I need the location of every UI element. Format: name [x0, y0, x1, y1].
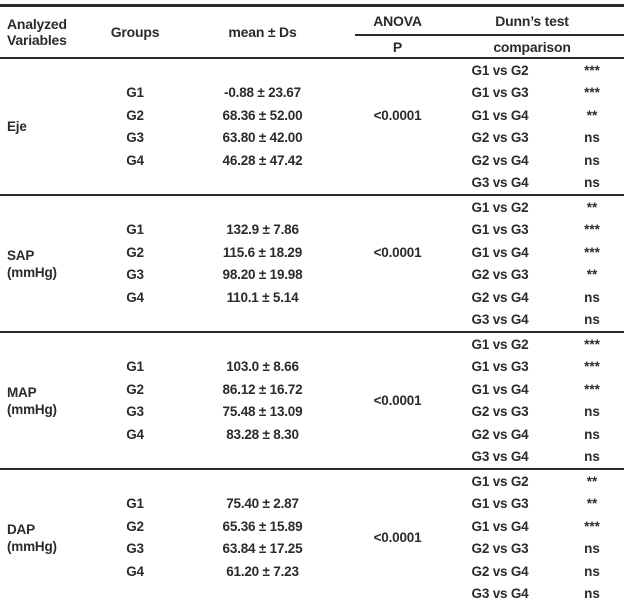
header-groups: Groups — [100, 6, 170, 59]
significance-cell: *** — [584, 381, 600, 397]
variable-label-line: SAP — [7, 247, 35, 263]
table-body — [0, 58, 624, 605]
table-row — [0, 58, 624, 82]
header-analyzed-variables — [0, 6, 100, 59]
variable-label-line: Eje — [7, 119, 27, 134]
anova-p-value: <0.0001 — [373, 530, 422, 545]
comparison-pair-cell: G1 vs G3 — [471, 85, 529, 101]
comparison-pair-cell: G1 vs G3 — [471, 496, 529, 512]
table-row — [0, 469, 624, 493]
anova-p-value: <0.0001 — [373, 245, 422, 260]
header-dunns-test: Dunn’s test — [440, 6, 624, 36]
mean-cell: 86.12 ± 16.72 — [222, 381, 303, 397]
significance-cell: ns — [584, 449, 600, 465]
significance-cell: *** — [560, 58, 624, 82]
group-cell — [100, 309, 170, 333]
mean-cell: 65.36 ± 15.89 — [222, 518, 303, 534]
mean-cell: 110.1 ± 5.14 — [226, 289, 299, 305]
comparison-pair-cell: G1 vs G2 — [440, 469, 560, 493]
header-anova-p: P — [355, 35, 440, 58]
comparison-pair-cell: G2 vs G4 — [471, 289, 529, 305]
significance-cell: ns — [584, 404, 600, 420]
anova-p-value: <0.0001 — [373, 108, 422, 123]
anova-p-cell — [355, 195, 440, 332]
mean-cell: 75.48 ± 13.09 — [222, 404, 303, 420]
mean-cell: 132.9 ± 7.86 — [226, 222, 299, 238]
mean-cell: 68.36 ± 52.00 — [222, 107, 303, 123]
significance-cell: *** — [560, 332, 624, 356]
variable-label-line: (mmHg) — [7, 401, 57, 417]
group-cell: G1 — [126, 496, 144, 512]
group-cell: G4 — [126, 426, 144, 442]
significance-cell: ns — [584, 152, 600, 168]
table-row — [0, 332, 624, 356]
header-analyzed-variables-line2: Variables — [7, 32, 67, 48]
mean-cell: 98.20 ± 19.98 — [222, 267, 303, 283]
mean-cell — [170, 58, 355, 82]
group-cell: G2 — [126, 244, 144, 260]
mean-cell: 83.28 ± 8.30 — [226, 426, 299, 442]
significance-cell: ns — [584, 563, 600, 579]
group-cell: G1 — [126, 85, 144, 101]
comparison-pair-cell: G1 vs G4 — [471, 518, 529, 534]
comparison-pair-cell: G1 vs G4 — [471, 244, 529, 260]
significance-cell: ns — [584, 426, 600, 442]
comparison-pair-cell: G1 vs G4 — [471, 381, 529, 397]
comparison-pair-cell: G3 vs G4 — [471, 586, 529, 602]
significance-cell: ** — [586, 496, 598, 512]
significance-cell: ** — [586, 267, 598, 283]
significance-cell: *** — [584, 244, 600, 260]
variable-label-line: (mmHg) — [7, 264, 57, 280]
comparison-pair-cell: G2 vs G4 — [471, 152, 529, 168]
mean-cell — [170, 195, 355, 219]
group-cell: G1 — [126, 222, 144, 238]
group-cell — [100, 583, 170, 605]
mean-cell: 63.80 ± 42.00 — [222, 130, 303, 146]
significance-cell: ns — [584, 289, 600, 305]
significance-cell: ** — [560, 469, 624, 493]
group-cell: G4 — [126, 289, 144, 305]
mean-cell — [170, 332, 355, 356]
variable-label-line: MAP — [7, 384, 37, 400]
comparison-pair-cell: G2 vs G3 — [471, 130, 529, 146]
comparison-pair-cell: G2 vs G4 — [471, 563, 529, 579]
comparison-pair-cell: G1 vs G2 — [440, 332, 560, 356]
comparison-pair-cell: G1 vs G2 — [440, 195, 560, 219]
significance-cell: *** — [584, 85, 600, 101]
anova-dunns-table — [0, 4, 624, 605]
comparison-pair-cell: G3 vs G4 — [471, 175, 529, 191]
group-cell: G3 — [126, 267, 144, 283]
comparison-pair-cell: G2 vs G3 — [471, 541, 529, 557]
variable-label-line: DAP — [7, 521, 35, 537]
group-cell: G3 — [126, 541, 144, 557]
comparison-pair-cell: G3 vs G4 — [471, 449, 529, 465]
anova-p-cell — [355, 58, 440, 195]
group-cell — [100, 58, 170, 82]
mean-cell: 115.6 ± 18.29 — [222, 244, 303, 260]
group-cell — [100, 469, 170, 493]
header-row-1 — [0, 6, 624, 36]
variable-cell — [0, 469, 100, 605]
mean-cell: -0.88 ± 23.67 — [224, 85, 301, 101]
mean-cell — [170, 309, 355, 333]
variable-cell — [0, 195, 100, 332]
mean-cell: 103.0 ± 8.66 — [226, 359, 299, 375]
significance-cell: *** — [584, 359, 600, 375]
comparison-pair-cell: G1 vs G4 — [471, 107, 529, 123]
group-cell: G2 — [126, 107, 144, 123]
variable-cell — [0, 332, 100, 469]
variable-label-line: (mmHg) — [7, 538, 57, 554]
mean-cell: 75.40 ± 2.87 — [226, 496, 299, 512]
header-comparison: comparison — [440, 35, 624, 58]
header-anova: ANOVA — [355, 6, 440, 36]
group-cell: G2 — [126, 381, 144, 397]
significance-cell: *** — [584, 518, 600, 534]
mean-cell — [170, 446, 355, 470]
significance-cell: ns — [584, 130, 600, 146]
group-cell: G2 — [126, 518, 144, 534]
significance-cell: ns — [584, 175, 600, 191]
comparison-pair-cell: G2 vs G4 — [471, 426, 529, 442]
comparison-pair-cell: G1 vs G2 — [440, 58, 560, 82]
significance-cell: ** — [560, 195, 624, 219]
anova-p-cell — [355, 332, 440, 469]
mean-cell — [170, 172, 355, 196]
comparison-pair-cell: G2 vs G3 — [471, 404, 529, 420]
table-header — [0, 6, 624, 59]
mean-cell — [170, 469, 355, 493]
group-cell: G4 — [126, 563, 144, 579]
significance-cell: ns — [584, 312, 600, 328]
group-cell: G4 — [126, 152, 144, 168]
group-cell: G3 — [126, 130, 144, 146]
group-cell — [100, 195, 170, 219]
mean-cell: 46.28 ± 47.42 — [222, 152, 303, 168]
group-cell: G3 — [126, 404, 144, 420]
comparison-pair-cell: G3 vs G4 — [471, 312, 529, 328]
group-cell — [100, 446, 170, 470]
anova-p-cell — [355, 469, 440, 605]
group-cell — [100, 172, 170, 196]
anova-p-value: <0.0001 — [373, 393, 422, 408]
comparison-pair-cell: G2 vs G3 — [471, 267, 529, 283]
table-row — [0, 195, 624, 219]
mean-cell: 61.20 ± 7.23 — [226, 563, 299, 579]
mean-cell: 63.84 ± 17.25 — [222, 541, 303, 557]
significance-cell: ** — [586, 107, 598, 123]
variable-cell — [0, 58, 100, 195]
comparison-pair-cell: G1 vs G3 — [471, 359, 529, 375]
significance-cell: ns — [584, 541, 600, 557]
group-cell — [100, 332, 170, 356]
header-mean-ds: mean ± Ds — [170, 6, 355, 59]
significance-cell: ns — [584, 586, 600, 602]
group-cell: G1 — [126, 359, 144, 375]
header-analyzed-variables-line1: Analyzed — [7, 16, 67, 32]
significance-cell: *** — [584, 222, 600, 238]
comparison-pair-cell: G1 vs G3 — [471, 222, 529, 238]
mean-cell — [170, 583, 355, 605]
